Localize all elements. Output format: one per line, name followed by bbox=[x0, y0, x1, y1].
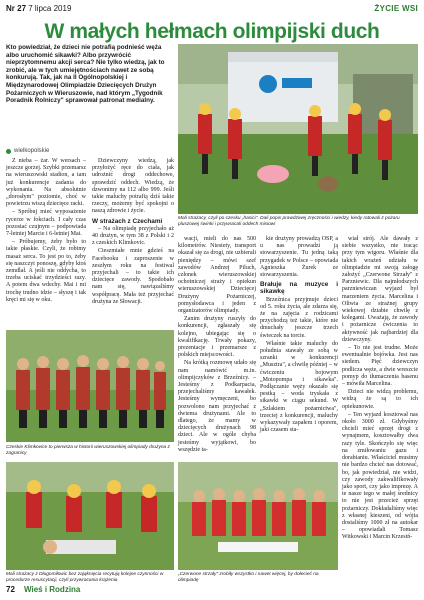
photo-cpr-training bbox=[6, 462, 174, 570]
issue-number: Nr 27 bbox=[6, 4, 27, 13]
photo-klimkovice-team bbox=[6, 330, 174, 442]
page-number: 72 bbox=[6, 585, 15, 594]
paragraph: Z nieba – żar. W wersach – jeszcze gorzej. Szybki przemarsz na wieruszowski stadion, a tam już konkurencje zadania do wykonania. Na absolutnie „dorosłym" poziomie, choć w powietrzu wiszą dziecięce racki. bbox=[6, 158, 86, 208]
caption-bottom-mid: „Czerwone strzały" zrobiły wszystko i nawet więcej, by dołecieć na olimpiadę bbox=[178, 572, 319, 583]
caption-bottom-left: Mali strażacy z Długomiłowic bez zająknięcia recytują kolejne czynności w procedurze resuscytacji, czyli przywracania krążenia bbox=[6, 572, 164, 583]
paragraph: – Ten wyjazd kosztował nas około 3000 zł. Gdybyśmy chcieli mieć sprzęt drogi z wynajmem, kosztowałby dwa razy tyle. Skończyło się więc na zmiłowaniu gazu i dorabianiu. Właściciel musimy nie bardzo chcieć nas dotować, bo, jak powiedział, nie widzi, czy zawody zakwalifikowały jako sport, czy jako imprezę. A te nasze tego w małej średnicy to nie jest przecież sprzęt pożarniczy. Dokładaliśmy więc z własnej kieszeni, od wójta dostaliśmy 1000 zł na autokar – opowiadali Tomasz Witkowski i Marcin Krzesiń- bbox=[342, 411, 418, 541]
location-pin-icon bbox=[6, 149, 11, 154]
issue-info bbox=[6, 4, 71, 13]
caption-top-right: Mali strażacy, czyli po czesku „hasici". Dali popis prawdziwej zręczności i wiedzy, kiedy ratowali z pożaru pluszowej świnki i przywracali oddech misiowi bbox=[178, 216, 400, 227]
column-2 bbox=[92, 158, 174, 307]
section-label: ŻYCIE WSI bbox=[374, 4, 418, 13]
column-4 bbox=[260, 236, 338, 435]
subheading: W strażach z Czechami bbox=[92, 217, 163, 225]
paragraph: Dzieci nie widzą problemu, widzą że są to ich opiekunowie. bbox=[342, 389, 418, 410]
paragraph: – To nie jest trudne. Może ewentualnie bojówka. Jest nas siedem. Pięć dziewczyn podlicza węże, a dwie wreszcie pomyp do tłumaczenia basenu – mówiła Marcelina. bbox=[342, 345, 418, 388]
paragraph: – Na olimpiadę przyjechało aż 40 drużyn, w tym 38 z Polski i 2 z czeskich Klimkovic. bbox=[92, 225, 174, 247]
magazine-name: Wieś i Rodzina bbox=[24, 585, 81, 594]
photo-czerwone-strzaly bbox=[178, 462, 338, 570]
paragraph: Cieszmiałe mnie gdzieś na Facebooku i zaproszenie w zeszłym roku na festiwal przyjechali – to takie ich dziecięce zawody. Spodobało nam się, nawiązaliśmy współpracę. Mała też przyjechać drużyna ze Słowacji. bbox=[92, 248, 174, 305]
paragraph: Dziewczyny wiedzą, jak przyłożyć ręce do ciała, jak udrożnić drogi oddechowe, sprawdzić oddech. Wiedzą, że dzwonimy na 112 albo 999. Jeśli takie maluchy potrafią dziś takie rzeczy, możemy być spokojni o naszą zdrowie i życie. bbox=[92, 158, 174, 215]
photo-illustration bbox=[6, 462, 174, 570]
page-header bbox=[6, 4, 418, 16]
photo-illustration bbox=[178, 462, 338, 570]
subheading: Brałuje na muzyce i sikawkę bbox=[260, 281, 338, 296]
article-lead: Kto powiedział, że dzieci nie potrafią podnieść węża albo uruchomić sikawki? Albo przywrócić nieprzytomnemu akcji serca? Nie tylko wiedzą, jak to zrobić, ale w tych umiejętnościach nawet ze sobą konkurują. Tak, jak na II Ogólnopolskiej i Międzynarodowej Olimpiadzie Dziecięcych Drużyn Pożarniczych w Wieruszowie, nad którym „Tygodnik Poradnik Rolniczy" sprawował patronat medialny. bbox=[6, 44, 165, 105]
column-1 bbox=[6, 158, 86, 305]
region-label: wielkopolskie bbox=[14, 148, 50, 154]
paragraph: Zanim drużyny ruszyły do konkurencji, zgłaszały się kolejno, ubiegając się o kwalifikację. Trwały pokazy, prezentacje i przemarsze z polskich miejscowości. bbox=[178, 316, 256, 359]
issue-date: 7 lipca 2019 bbox=[28, 4, 72, 13]
byline bbox=[6, 148, 49, 154]
paragraph: wacji, mieli do nas 500 kilometrów. Niestety, transport okazał się za drogi, nie uzbierali pieniędzy – mówi szef zawodów Andrzej Piluch, członek wieruszowskiej ochotniczej straży i opiekun wieruszowskiej Dziecięcej Drużyny Pożarniczej, pomysłodawca i jeden z organizatorów olimpiady. bbox=[178, 236, 256, 315]
paragraph: – Spróbuj mieć wyposażenie rycerze w fokciach. I cały czas pozostać czujnym – podpowiada 7-letniej Marcie i 6-letniej Mai. bbox=[6, 209, 86, 238]
photo-firefighters-czech bbox=[178, 44, 418, 214]
paragraph: Brzeźnica przyjmuje dzieci od 5. roku życia, ale zdarza się, że na zajęcia z rodzicami przychodzą też takie, które nie dmuchały jeszcze trzech świeczek na torcie. bbox=[260, 296, 338, 339]
column-5 bbox=[342, 236, 418, 543]
photo-illustration bbox=[6, 330, 174, 442]
paragraph: Na krótką rozmowę udało się nam namówić m.in. olimpijczyków z Brzeźnicy. – Jesteśmy z Podkarpacia, przejechaliśmy kawałek. Jesteśmy wymęczeni, bo pozwolono nam przyjechać z dwiema drużynami. Ale to dlatego, że mamy w dziecięcych drużynach 98 dzieci. Ale w ogóle chyba jesteśmy wyjątkowi, bo wszędzie ta- bbox=[178, 360, 256, 453]
photo-illustration bbox=[178, 44, 418, 214]
column-3 bbox=[178, 236, 256, 455]
paragraph: wiał strój. Ale dawały z siebie wszystko, nie tracąc przy tym wigoru. Właśnie dla takich wrażeń udziału w olimpiadzie mi swoją załogę założyć „Czerwone Strzały" z Parzniewic. Dla najmłodszych parzniewiczan wyjazd był marzeniem życia. Marcelina i Oliwia ze strażnej grupy wiekowej dziabie chwilę z kolegami. Uważają, że zawody i pożarnicze ćwiczenia to aktywność jak najbardziej dla dziewczyny. bbox=[342, 236, 418, 343]
paragraph: kie drużyny prowadzą OSP, a u nas prowadzi ją stowarzyszenie. Tu jedną taką przygadek w Polsce – opowiada Agnieszka Żurek ze stowarzyszenia. bbox=[260, 236, 338, 279]
caption-mid-left: Czeskie Klimkovice to pierwsza w historii wieruszowskiej olimpiady drużyna z zagranicy bbox=[6, 445, 170, 456]
article-title: W małych hełmach olimpijski duch bbox=[44, 20, 380, 43]
paragraph: – Próbujemy, żeby było to takie płaskie. Czyli, że robimy masaż serca. To jest po to, żeby się naszczyt ponoszę, gdyby ktoś zemdlał. A jeśli nie oddycha, to trzeba uciskać trzydzieści razy. A potem dwa wdechy. Mai i mi trochę trudno idzie – słyszę i tak kręci mi się w oku. bbox=[6, 239, 86, 303]
page-footer bbox=[6, 585, 418, 597]
paragraph: Właśnie takie maluchy do południa stawały ze sobą w szranki w konkurencji „Musztra", a chwilę później – w ćwiczeniu bojowym „Motopompa i sikawka". Podłączanie węży okazało się pestką – woda tryskała z sikawki w ciągu sekund. W „Szlakiem pożarnictwa", trzeciej z konkurencji, maluchy wykazywały zapałem i oporem, jaki czasem sta- bbox=[260, 340, 338, 434]
